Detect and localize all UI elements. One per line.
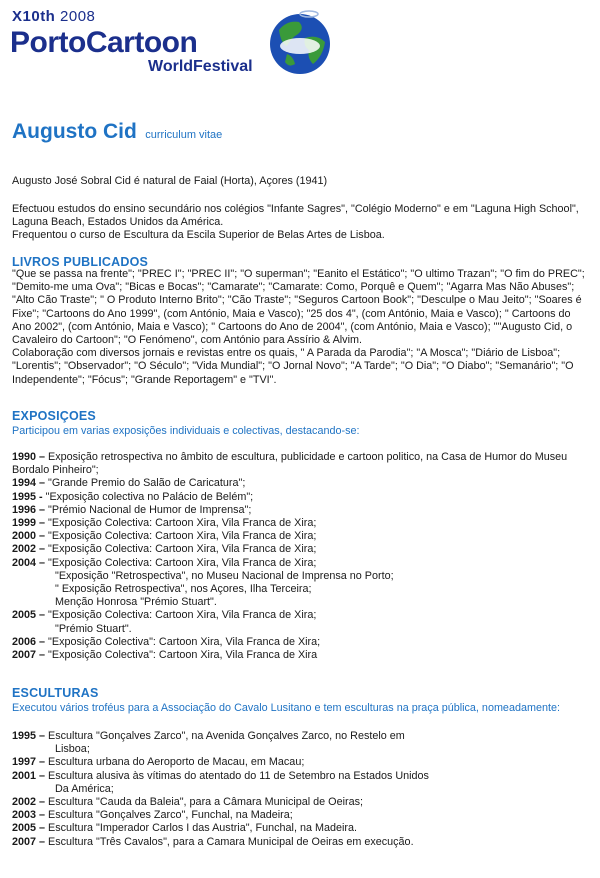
entry-text-continuation: Lisboa; — [55, 743, 90, 756]
entry-year: 2002 — [12, 796, 37, 809]
entry-separator: – — [36, 756, 49, 769]
entry-text: "Prémio Nacional de Humor de Imprensa"; — [48, 503, 252, 516]
list-item — [12, 636, 592, 649]
entry-year: 2007 — [12, 835, 37, 848]
entry-text: "Exposição Colectiva: Cartoon Xira, Vila Franca de Xira; — [48, 556, 317, 569]
exhibitions-heading: EXPOSIÇOES — [12, 409, 96, 423]
list-item — [12, 530, 592, 543]
entry-year: 1999 — [12, 517, 37, 530]
entry-separator: – — [36, 822, 49, 835]
entry-separator: – — [36, 796, 49, 809]
list-item — [12, 796, 592, 809]
entry-separator: – — [36, 730, 49, 742]
studies-text — [12, 203, 588, 243]
studies-line-2: Frequentou o curso de Escultura da Escila Superior de Belas Artes de Lisboa. — [12, 229, 385, 242]
list-item — [12, 756, 592, 769]
list-item — [12, 836, 592, 849]
entry-text-continuation: Da América; — [55, 782, 114, 795]
entry-text: Escultura alusiva às vítimas do atentado do 11 de Setembro na Estados Unidos — [48, 769, 429, 782]
list-item — [12, 822, 592, 835]
entry-text: "Exposição colectiva no Palácio de Belém"; — [45, 490, 254, 503]
exhibitions-list — [12, 451, 592, 662]
entry-text: "Exposição Colectiva": Cartoon Xira, Vila Franca de Xira; — [48, 635, 321, 648]
entry-text: Escultura "Gonçalves Zarco", Funchal, na Madeira; — [48, 809, 293, 822]
studies-line-1: Efectuou estudos do ensino secundário nos colégios "Infante Sagres", "Colégio Moderno" e em "Laguna High School", Laguna Beach, Estados Unidos da América. — [12, 203, 579, 229]
entry-year: 1995 — [12, 730, 37, 742]
edition-label — [12, 8, 95, 25]
entry-year: 2003 — [12, 809, 37, 822]
list-item — [12, 504, 592, 517]
entry-text-continuation: "Prémio Stuart". — [55, 622, 132, 635]
edition-number: X10th — [12, 8, 56, 25]
entry-year: 2005 — [12, 609, 37, 622]
list-item — [12, 609, 592, 635]
entry-separator: – — [36, 609, 49, 622]
entry-year: 1996 — [12, 503, 37, 516]
list-item — [12, 649, 592, 662]
entry-text-continuation: " Exposição Retrospectiva", nos Açores, Ilha Terceira; — [55, 583, 312, 596]
books-heading: LIVROS PUBLICADOS — [12, 255, 149, 269]
list-item — [12, 517, 592, 530]
entry-text: "Exposição Colectiva": Cartoon Xira, Vila Franca de Xira — [48, 649, 318, 662]
entry-separator: – — [36, 477, 49, 490]
list-item — [12, 809, 592, 822]
books-list: "Que se passa na frente"; "PREC I"; "PREC II"; "O superman"; "Eanito el Estático"; "O ultimo Trazan"; "O fim do PREC"; "Demito-me uma Ova"; "Bicas e Bocas"; "Camarate"; "Camarate: Como, Porquê e Quem"; "Agarra Mas Não Abuses"; "Alto Cão Traste"; " O Produto Interno Brito"; "Cão Traste"; "Seguros Cartoon Book"; "Desculpe o Mau Jeito"; "Soares é Fixe"; "Cartoons do Ano 1999", (com António, Maia e Vasco); "25 dos 4", (com António, Maia e Vasco); " Cartoons do Ano 2002", (com António, Maia e Vasco); " Cartoons do Ano de 2004", (com António, Maia e Vasco); ""Augusto Cid, o Cavaleiro do Cartoon"; "O Fenómeno", com António para Assírio & Alvim. — [12, 268, 585, 347]
entry-separator: – — [36, 809, 49, 822]
entry-year: 2006 — [12, 635, 37, 648]
entry-text: Escultura "Gonçalves Zarco", na Avenida Gonçalves Zarco, no Restelo em — [48, 730, 405, 742]
entry-separator: – — [36, 517, 49, 530]
entry-text: "Exposição Colectiva: Cartoon Xira, Vila Franca de Xira; — [48, 517, 317, 530]
entry-separator: – — [36, 543, 49, 556]
entry-text: Escultura "Imperador Carlos I das Austria", Funchal, na Madeira. — [48, 822, 357, 835]
sculptures-list — [12, 730, 592, 849]
entry-separator: – — [36, 530, 49, 543]
globe-icon — [265, 8, 335, 78]
entry-year: 2002 — [12, 543, 37, 556]
person-name: Augusto Cid — [12, 120, 137, 143]
entry-separator: – — [36, 769, 49, 782]
entry-text: "Grande Premio do Salão de Caricatura"; — [48, 477, 246, 490]
entry-separator: – — [36, 649, 49, 662]
entry-year: 2007 — [12, 649, 37, 662]
list-item — [12, 557, 592, 610]
list-item — [12, 491, 592, 504]
entry-year: 1997 — [12, 756, 37, 769]
books-section — [12, 268, 588, 387]
entry-year: 1994 — [12, 477, 37, 490]
entry-text: Escultura "Cauda da Baleia", para a Câmara Municipal de Oeiras; — [48, 796, 363, 809]
list-item — [12, 543, 592, 556]
entry-text: "Exposição Colectiva: Cartoon Xira, Vila Franca de Xira; — [48, 530, 317, 543]
entry-separator: – — [36, 451, 49, 463]
entry-text-continuation: "Exposição "Retrospectiva", no Museu Nacional de Imprensa no Porto; — [55, 569, 394, 582]
festival-logo — [10, 8, 330, 78]
entry-year: 1995 — [12, 490, 37, 503]
entry-text-continuation: Menção Honrosa "Prémio Stuart". — [55, 596, 217, 609]
entry-year: 2001 — [12, 769, 37, 782]
entry-separator: – — [36, 635, 49, 648]
entry-text: Exposição retrospectiva no âmbito de escultura, publicidade e cartoon politico, na Casa de Humor do Museu Bordalo Pinheiro"; — [12, 451, 568, 477]
entry-separator: - — [36, 490, 46, 503]
entry-text: "Exposição Colectiva: Cartoon Xira, Vila Franca de Xira; — [48, 609, 317, 622]
entry-year: 1990 — [12, 451, 37, 463]
entry-text: Escultura urbana do Aeroporto de Macau, em Macau; — [48, 756, 305, 769]
list-item — [12, 730, 592, 756]
entry-year: 2004 — [12, 556, 37, 569]
collaborations-text: Colaboração com diversos jornais e revistas entre os quais, " A Parada da Parodia"; "A Mosca"; "Diário de Lisboa"; "Lorentis"; "Observador"; "O Século"; "Vida Mundial"; "O Jornal Novo"; "A Tarde"; "O Dia"; "O Diabo"; "Semanário"; "O Independente"; "Fócus"; "Grande Reportagem" e "TVI". — [12, 347, 574, 386]
exhibitions-subheading: Participou em varias exposições individuais e colectivas, destacando-se: — [12, 425, 360, 437]
sculptures-heading: ESCULTURAS — [12, 686, 99, 700]
page-title — [12, 120, 222, 144]
sculptures-subheading: Executou vários troféus para a Associação do Cavalo Lusitano e tem esculturas na praça pública, nomeadamente: — [12, 702, 560, 714]
title-subtitle: curriculum vitae — [145, 129, 223, 141]
list-item — [12, 770, 592, 796]
entry-year: 2000 — [12, 530, 37, 543]
entry-text: Escultura "Três Cavalos", para a Camara Municipal de Oeiras em execução. — [48, 835, 414, 848]
entry-separator: – — [36, 556, 49, 569]
birth-text: Augusto José Sobral Cid é natural de Faial (Horta), Açores (1941) — [12, 175, 328, 187]
list-item — [12, 477, 592, 490]
entry-year: 2005 — [12, 822, 37, 835]
edition-year: 2008 — [60, 8, 96, 25]
entry-separator: – — [36, 503, 49, 516]
entry-separator: – — [36, 835, 49, 848]
brand-subtitle: WorldFestival — [148, 58, 253, 75]
entry-text: "Exposição Colectiva: Cartoon Xira, Vila Franca de Xira; — [48, 543, 317, 556]
list-item — [12, 451, 592, 477]
brand-name: PortoCartoon — [10, 26, 198, 59]
